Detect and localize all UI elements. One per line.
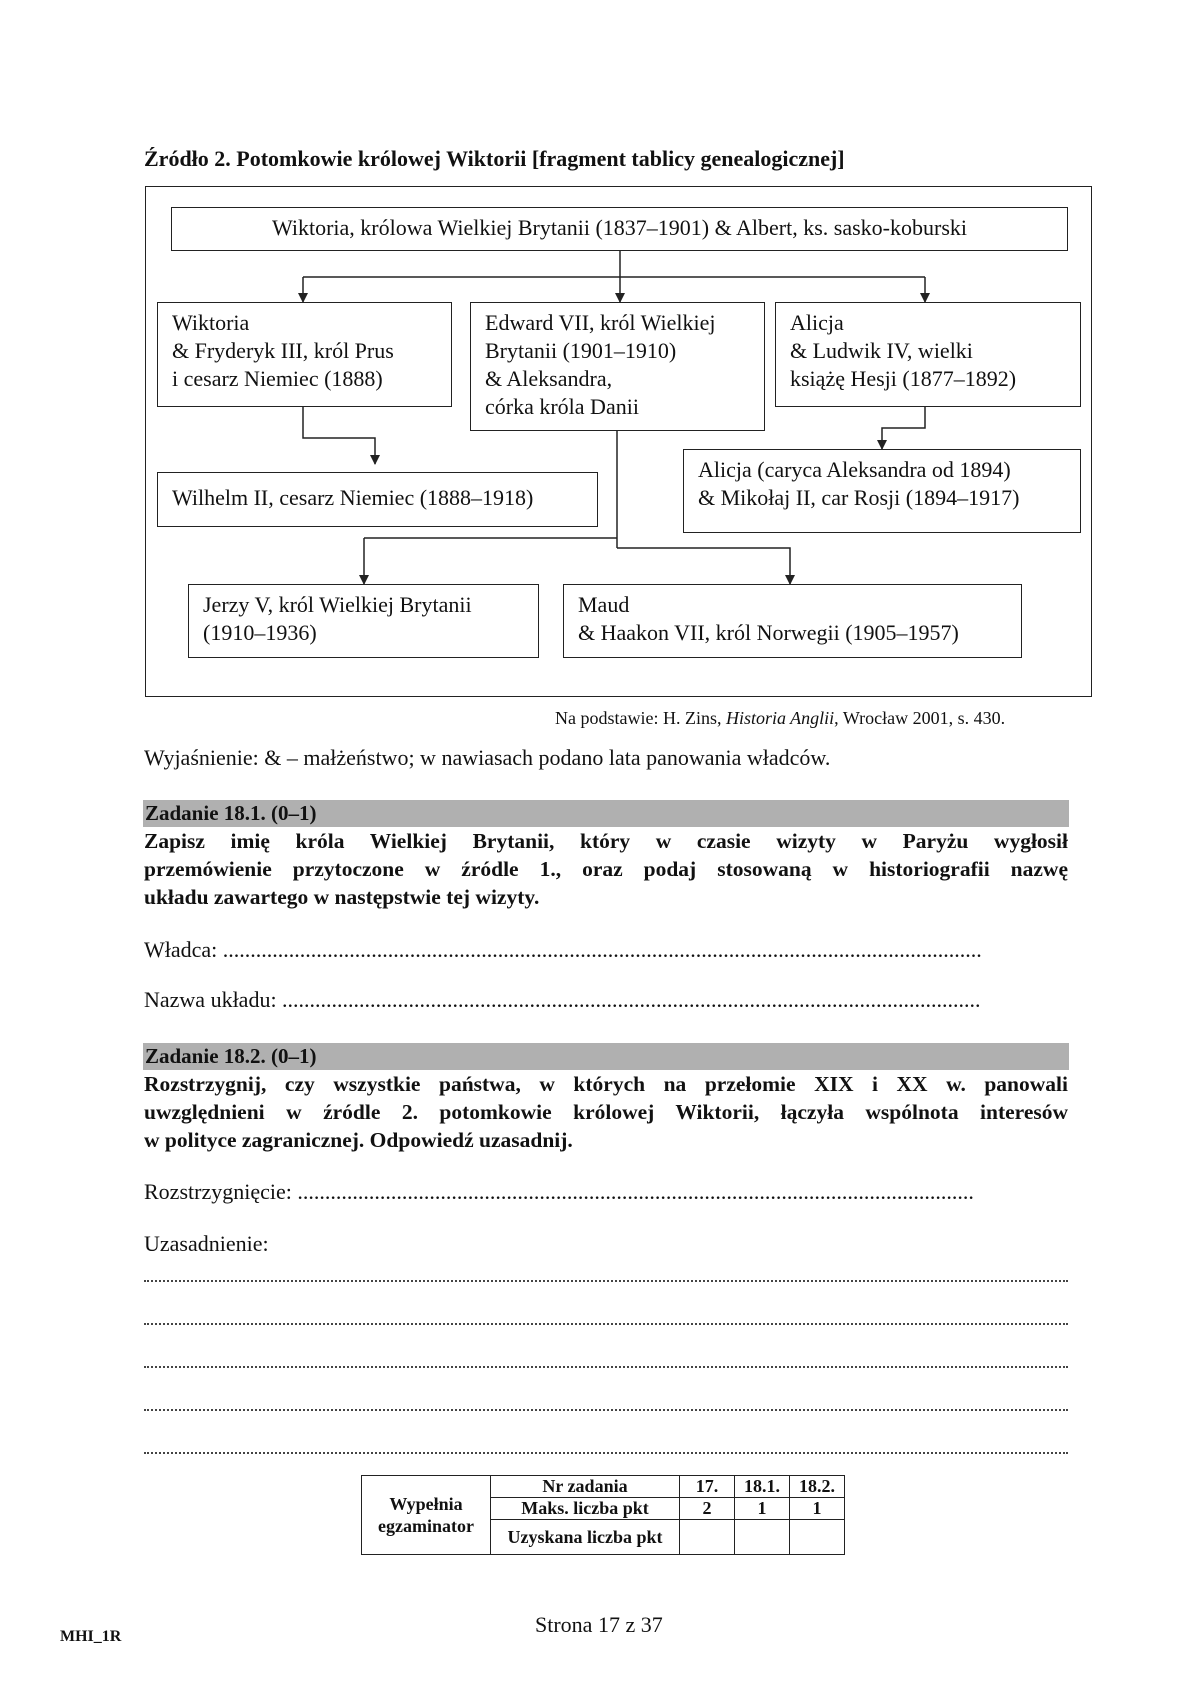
box-line: (1910–1936) — [203, 620, 317, 645]
box-line: Brytanii (1901–1910) — [485, 338, 677, 363]
box-line: Maud — [578, 592, 630, 617]
ruler-answer-field[interactable]: Władca: .......................................................................................................................................... — [144, 937, 982, 962]
alicja-caryca-box — [683, 449, 1081, 533]
max-points-cell: 2 — [680, 1498, 735, 1520]
task-number-cell: 18.2. — [790, 1476, 845, 1498]
examiner-line: egzaminator — [378, 1516, 474, 1536]
instruction-line: układu zawartego w następstwie tej wizyty. — [144, 885, 540, 909]
row-label-obtained-points: Uzyskana liczba pkt — [491, 1520, 680, 1555]
wilhelm-box — [157, 472, 598, 527]
task-18-1-instruction — [144, 827, 1068, 911]
task-18-1-header: Zadanie 18.1. (0–1) — [143, 800, 1069, 827]
justification-line[interactable] — [144, 1385, 1068, 1411]
task-number-cell: 17. — [680, 1476, 735, 1498]
obtained-points-cell[interactable] — [790, 1520, 845, 1555]
genealogy-frame — [145, 186, 1092, 697]
page-number: Strona 17 z 37 — [535, 1612, 663, 1637]
box-line: Edward VII, król Wielkiej — [485, 310, 716, 335]
treaty-name-answer-field[interactable]: Nazwa układu: ............................................................................................................................... — [144, 987, 981, 1012]
instruction-line: w polityce zagranicznej. Odpowiedź uzasadnij. — [144, 1128, 573, 1152]
box-line: Wilhelm II, cesarz Niemiec (1888–1918) — [172, 485, 534, 510]
justification-line[interactable] — [144, 1428, 1068, 1454]
instruction-line: Zapisz imię króla Wielkiej Brytanii, który w czasie wizyty w Paryżu wygłosił — [144, 829, 1068, 853]
justification-line[interactable] — [144, 1256, 1068, 1282]
task-18-2-header: Zadanie 18.2. (0–1) — [143, 1043, 1069, 1070]
box-line: Alicja — [790, 310, 844, 335]
decision-answer-field[interactable]: Rozstrzygnięcie: ........................................................................................................................... — [144, 1179, 974, 1204]
caption-book-title: Historia Anglii — [725, 708, 835, 728]
score-table — [361, 1475, 845, 1555]
instruction-line: uwzględnieni w źródle 2. potomkowie królowej Wiktorii, łączyła wspólnota interesów — [144, 1100, 1068, 1124]
box-line: książę Hesji (1877–1892) — [790, 366, 1017, 391]
obtained-points-cell[interactable] — [735, 1520, 790, 1555]
box-line: i cesarz Niemiec (1888) — [172, 366, 383, 391]
root-couple-box — [171, 207, 1068, 251]
justification-line[interactable] — [144, 1299, 1068, 1325]
box-line: & Haakon VII, król Norwegii (1905–1957) — [578, 620, 959, 645]
obtained-points-cell[interactable] — [680, 1520, 735, 1555]
row-label-task-number: Nr zadania — [491, 1476, 680, 1498]
root-couple-label: Wiktoria, królowa Wielkiej Brytanii (1837–1901) & Albert, ks. sasko-koburski — [272, 215, 967, 240]
instruction-line: Rozstrzygnij, czy wszystkie państwa, w których na przełomie XIX i XX w. panowali — [144, 1072, 1068, 1096]
child-edward-box — [470, 302, 765, 431]
box-line: & Aleksandra, — [485, 366, 613, 391]
examiner-line: Wypełnia — [389, 1494, 463, 1514]
box-line: & Mikołaj II, car Rosji (1894–1917) — [698, 485, 1020, 510]
examiner-cell — [362, 1476, 491, 1555]
jerzy-box — [188, 584, 539, 658]
caption-suffix: , Wrocław 2001, s. 430. — [834, 708, 1006, 728]
exam-code: MHI_1R — [60, 1628, 122, 1645]
explanation: Wyjaśnienie: & – małżeństwo; w nawiasach podano lata panowania władców. — [144, 745, 831, 770]
source-caption — [555, 708, 1005, 729]
max-points-cell: 1 — [735, 1498, 790, 1520]
child-alicja-box — [775, 302, 1081, 407]
child-wiktoria-box — [157, 302, 452, 407]
box-line: Jerzy V, król Wielkiej Brytanii — [203, 592, 472, 617]
task-18-2-instruction — [144, 1070, 1068, 1154]
justification-label: Uzasadnienie: — [144, 1231, 269, 1256]
max-points-cell: 1 — [790, 1498, 845, 1520]
maud-box — [563, 584, 1022, 658]
caption-prefix: Na podstawie: H. Zins, — [555, 708, 726, 728]
justification-line[interactable] — [144, 1342, 1068, 1368]
instruction-line: przemówienie przytoczone w źródle 1., oraz podaj stosowaną w historiografii nazwę — [144, 857, 1068, 881]
task-number-cell: 18.1. — [735, 1476, 790, 1498]
box-line: Alicja (caryca Aleksandra od 1894) — [698, 457, 1011, 482]
box-line: & Ludwik IV, wielki — [790, 338, 973, 363]
box-line: & Fryderyk III, król Prus — [172, 338, 394, 363]
box-line: Wiktoria — [172, 310, 250, 335]
row-label-max-points: Maks. liczba pkt — [491, 1498, 680, 1520]
source-title: Źródło 2. Potomkowie królowej Wiktorii [fragment tablicy genealogicznej] — [144, 146, 845, 171]
box-line: córka króla Danii — [485, 394, 639, 419]
